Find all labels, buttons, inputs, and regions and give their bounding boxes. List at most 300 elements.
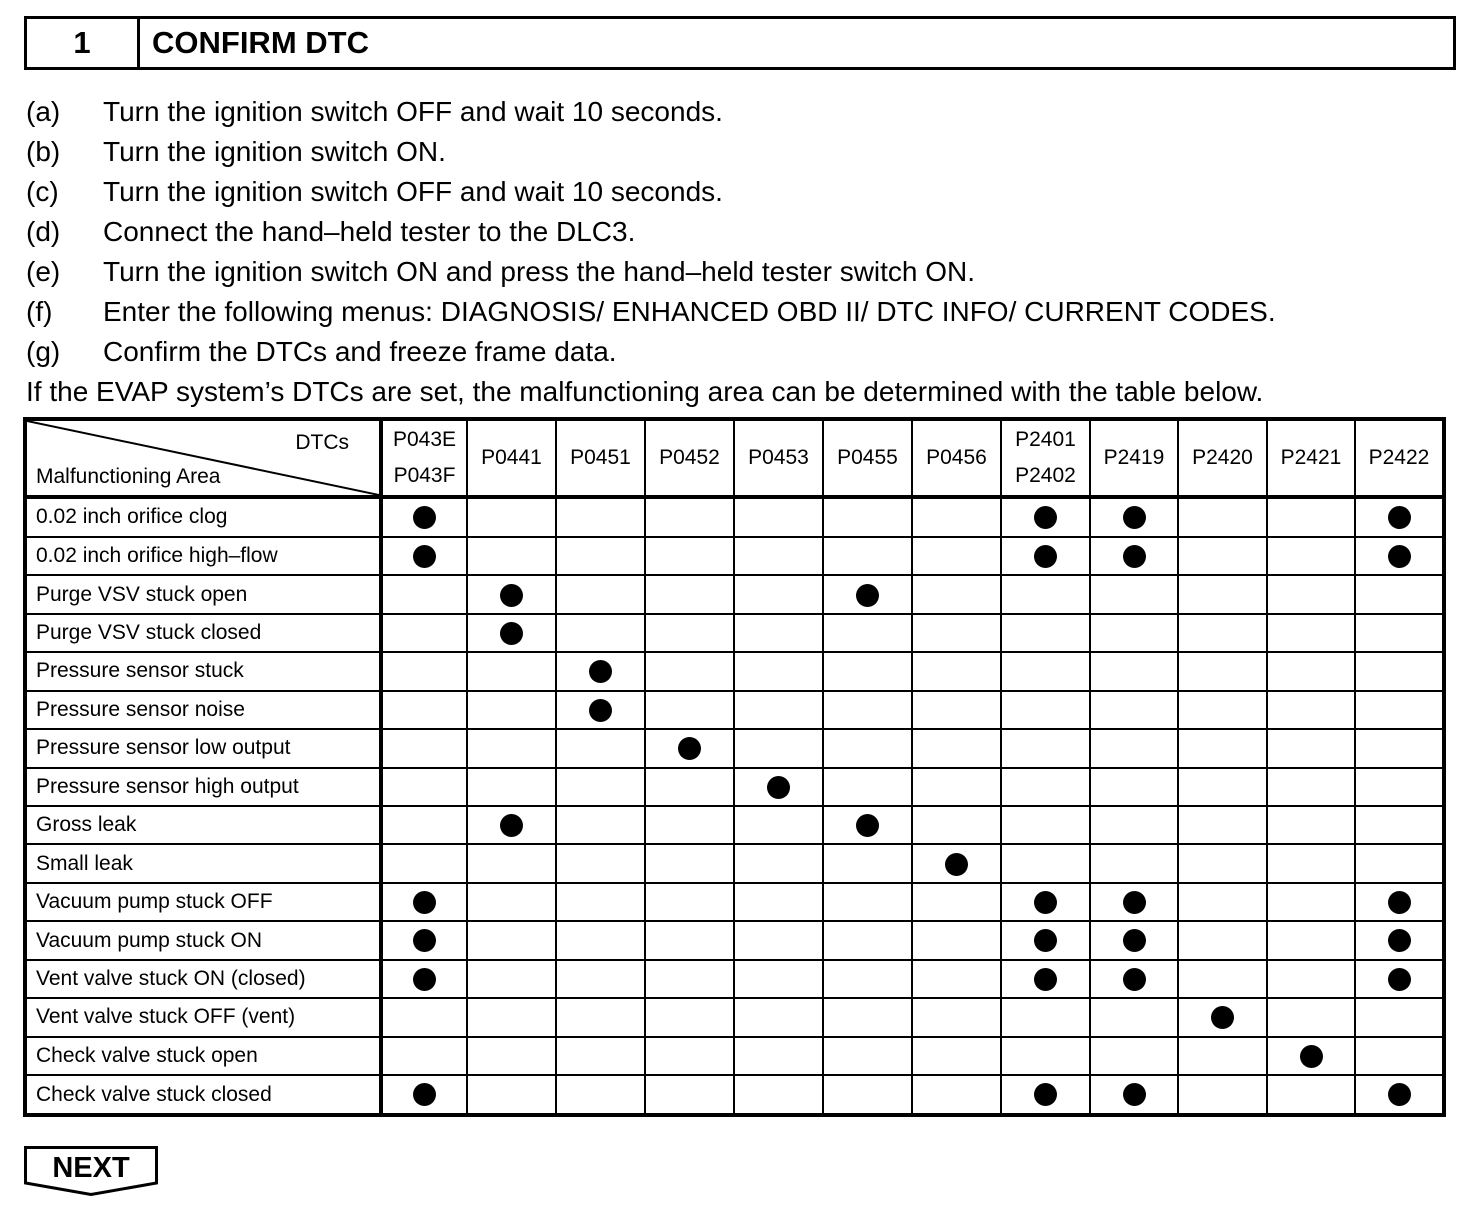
applicable-dot-icon [1034, 506, 1057, 529]
table-row [25, 960, 1444, 998]
mark-cell [1090, 575, 1178, 613]
malfunction-area-cell: Pressure sensor low output [25, 729, 381, 767]
mark-cell [467, 883, 556, 921]
applicable-dot-icon [413, 506, 436, 529]
mark-cell [1267, 614, 1355, 652]
mark-cell [912, 806, 1001, 844]
mark-cell [381, 883, 467, 921]
mark-cell [1267, 883, 1355, 921]
instruction-letter: (d) [26, 216, 61, 247]
mark-cell [1178, 652, 1267, 690]
mark-cell [912, 844, 1001, 882]
mark-cell [1355, 960, 1444, 998]
malfunctioning-area-axis-label: Malfunctioning Area [36, 465, 221, 488]
dtc-code: P2420 [1192, 446, 1253, 469]
instruction-item [26, 92, 1446, 132]
instruction-list [26, 92, 1446, 372]
dtc-code-stack [1002, 428, 1089, 488]
mark-cell [1090, 614, 1178, 652]
mark-cell [912, 921, 1001, 959]
dtc-code: P0456 [926, 446, 987, 469]
mark-cell [823, 768, 912, 806]
malfunction-area-cell: Pressure sensor noise [25, 691, 381, 729]
mark-cell [823, 883, 912, 921]
mark-cell [734, 883, 823, 921]
mark-cell [912, 960, 1001, 998]
dtc-code-stack [557, 446, 644, 470]
mark-cell [381, 575, 467, 613]
mark-cell [1001, 614, 1090, 652]
mark-cell [1267, 497, 1355, 537]
mark-cell [1178, 729, 1267, 767]
mark-cell [645, 806, 734, 844]
mark-cell [1267, 575, 1355, 613]
mark-cell [1267, 537, 1355, 575]
mark-cell [467, 1075, 556, 1115]
step-number: 1 [27, 19, 140, 67]
mark-cell [1001, 537, 1090, 575]
mark-cell [734, 960, 823, 998]
mark-cell [912, 575, 1001, 613]
mark-cell [467, 729, 556, 767]
table-row [25, 691, 1444, 729]
mark-cell [1090, 537, 1178, 575]
applicable-dot-icon [413, 1083, 436, 1106]
mark-cell [1355, 729, 1444, 767]
instruction-text: Enter the following menus: DIAGNOSIS/ ENHANCED OBD II/ DTC INFO/ CURRENT CODES. [103, 296, 1276, 327]
mark-cell [381, 806, 467, 844]
instruction-text: Turn the ignition switch ON and press the hand–held tester switch ON. [103, 256, 976, 287]
table-row [25, 998, 1444, 1036]
table-header-row [25, 419, 1444, 497]
mark-cell [823, 921, 912, 959]
instruction-text: Connect the hand–held tester to the DLC3. [103, 216, 636, 247]
dtc-column-header [556, 419, 645, 497]
mark-cell [912, 729, 1001, 767]
mark-cell [734, 844, 823, 882]
mark-cell [1267, 998, 1355, 1036]
mark-cell [912, 537, 1001, 575]
mark-cell [1355, 652, 1444, 690]
mark-cell [381, 960, 467, 998]
applicable-dot-icon [1388, 545, 1411, 568]
mark-cell [912, 768, 1001, 806]
mark-cell [1178, 844, 1267, 882]
mark-cell [1355, 1075, 1444, 1115]
mark-cell [1355, 575, 1444, 613]
dtc-column-header [645, 419, 734, 497]
applicable-dot-icon [413, 891, 436, 914]
table-row [25, 537, 1444, 575]
mark-cell [467, 806, 556, 844]
mark-cell [645, 844, 734, 882]
mark-cell [823, 806, 912, 844]
mark-cell [1267, 768, 1355, 806]
mark-cell [912, 998, 1001, 1036]
applicable-dot-icon [589, 699, 612, 722]
instruction-letter: (f) [26, 296, 53, 327]
mark-cell [556, 537, 645, 575]
mark-cell [1090, 844, 1178, 882]
malfunction-area-cell: Pressure sensor high output [25, 768, 381, 806]
mark-cell [912, 883, 1001, 921]
table-row [25, 575, 1444, 613]
dtc-column-header [823, 419, 912, 497]
instruction-item [26, 172, 1446, 212]
mark-cell [1178, 921, 1267, 959]
mark-cell [556, 844, 645, 882]
dtc-code: P0453 [748, 446, 809, 469]
mark-cell [645, 614, 734, 652]
table-row [25, 729, 1444, 767]
instruction-item [26, 212, 1446, 252]
dtc-column-header [467, 419, 556, 497]
dtc-code: P2422 [1368, 446, 1430, 469]
mark-cell [1267, 844, 1355, 882]
instruction-letter: (c) [26, 176, 59, 207]
mark-cell [467, 921, 556, 959]
mark-cell [645, 768, 734, 806]
mark-cell [734, 998, 823, 1036]
instruction-text: Turn the ignition switch ON. [103, 136, 446, 167]
mark-cell [1355, 768, 1444, 806]
mark-cell [467, 998, 556, 1036]
table-row [25, 1075, 1444, 1115]
applicable-dot-icon [1034, 968, 1057, 991]
mark-cell [734, 1037, 823, 1075]
malfunction-area-cell: Small leak [25, 844, 381, 882]
mark-cell [1355, 1037, 1444, 1075]
instruction-text: Turn the ignition switch OFF and wait 10 seconds. [103, 96, 723, 127]
mark-cell [734, 921, 823, 959]
mark-cell [556, 998, 645, 1036]
mark-cell [645, 537, 734, 575]
dtc-column-header [1001, 419, 1090, 497]
dtc-code-stack [824, 446, 911, 470]
mark-cell [381, 921, 467, 959]
applicable-dot-icon [856, 814, 879, 837]
applicable-dot-icon [1388, 506, 1411, 529]
mark-cell [1001, 575, 1090, 613]
mark-cell [823, 844, 912, 882]
mark-cell [734, 768, 823, 806]
malfunction-area-cell: 0.02 inch orifice clog [25, 497, 381, 537]
mark-cell [556, 883, 645, 921]
mark-cell [912, 691, 1001, 729]
mark-cell [1001, 921, 1090, 959]
mark-cell [381, 691, 467, 729]
mark-cell [734, 537, 823, 575]
applicable-dot-icon [589, 660, 612, 683]
mark-cell [556, 614, 645, 652]
dtc-code: P2419 [1103, 446, 1165, 469]
dtc-code-stack [913, 446, 1000, 470]
malfunction-area-cell: Vent valve stuck ON (closed) [25, 960, 381, 998]
mark-cell [1178, 691, 1267, 729]
mark-cell [1090, 691, 1178, 729]
mark-cell [1178, 497, 1267, 537]
mark-cell [381, 844, 467, 882]
mark-cell [467, 575, 556, 613]
mark-cell [556, 575, 645, 613]
applicable-dot-icon [413, 545, 436, 568]
dtc-column-header [734, 419, 823, 497]
mark-cell [823, 537, 912, 575]
mark-cell [1001, 691, 1090, 729]
applicable-dot-icon [1034, 929, 1057, 952]
mark-cell [381, 768, 467, 806]
mark-cell [1178, 806, 1267, 844]
mark-cell [1090, 806, 1178, 844]
applicable-dot-icon [500, 622, 523, 645]
applicable-dot-icon [1123, 506, 1146, 529]
mark-cell [823, 652, 912, 690]
mark-cell [381, 497, 467, 537]
dtc-code: P2401 [1015, 428, 1076, 451]
mark-cell [645, 921, 734, 959]
next-button[interactable] [24, 1146, 158, 1196]
instruction-text: Confirm the DTCs and freeze frame data. [103, 336, 617, 367]
dtc-code-stack [1179, 446, 1266, 470]
mark-cell [1355, 537, 1444, 575]
applicable-dot-icon [1388, 1083, 1411, 1106]
mark-cell [1355, 691, 1444, 729]
mark-cell [1355, 844, 1444, 882]
mark-cell [556, 768, 645, 806]
mark-cell [823, 1075, 912, 1115]
mark-cell [912, 1037, 1001, 1075]
mark-cell [1090, 768, 1178, 806]
mark-cell [1178, 960, 1267, 998]
mark-cell [1001, 497, 1090, 537]
malfunction-area-cell: 0.02 inch orifice high–flow [25, 537, 381, 575]
applicable-dot-icon [856, 584, 879, 607]
dtc-code: P0451 [570, 446, 631, 469]
dtcs-axis-label: DTCs [295, 431, 349, 454]
mark-cell [381, 1075, 467, 1115]
malfunction-area-cell: Gross leak [25, 806, 381, 844]
mark-cell [1267, 960, 1355, 998]
next-button-label: NEXT [52, 1152, 130, 1184]
table-body [25, 497, 1444, 1115]
mark-cell [1178, 1075, 1267, 1115]
mark-cell [381, 652, 467, 690]
mark-cell [1001, 806, 1090, 844]
dtc-column-header [1178, 419, 1267, 497]
applicable-dot-icon [1034, 891, 1057, 914]
applicable-dot-icon [1211, 1006, 1234, 1029]
mark-cell [1178, 1037, 1267, 1075]
malfunction-area-cell: Vent valve stuck OFF (vent) [25, 998, 381, 1036]
mark-cell [823, 729, 912, 767]
mark-cell [381, 729, 467, 767]
dtc-column-header [912, 419, 1001, 497]
applicable-dot-icon [767, 776, 790, 799]
mark-cell [1001, 998, 1090, 1036]
mark-cell [645, 729, 734, 767]
mark-cell [1178, 998, 1267, 1036]
mark-cell [734, 729, 823, 767]
instruction-letter: (b) [26, 136, 61, 167]
dtc-column-header [1355, 419, 1444, 497]
mark-cell [1267, 652, 1355, 690]
instruction-item [26, 132, 1446, 172]
mark-cell [1178, 537, 1267, 575]
dtc-code-stack [1268, 446, 1354, 470]
dtc-column-header [1090, 419, 1178, 497]
mark-cell [645, 691, 734, 729]
dtc-code-stack [735, 446, 822, 470]
mark-cell [467, 844, 556, 882]
mark-cell [734, 652, 823, 690]
mark-cell [1001, 1037, 1090, 1075]
mark-cell [381, 537, 467, 575]
mark-cell [1090, 1075, 1178, 1115]
mark-cell [381, 1037, 467, 1075]
applicable-dot-icon [1300, 1045, 1323, 1068]
mark-cell [823, 1037, 912, 1075]
mark-cell [1178, 575, 1267, 613]
mark-cell [1001, 883, 1090, 921]
mark-cell [912, 652, 1001, 690]
mark-cell [556, 960, 645, 998]
mark-cell [1267, 921, 1355, 959]
mark-cell [1267, 1037, 1355, 1075]
dtc-column-header [381, 419, 467, 497]
dtc-code: P0455 [837, 446, 898, 469]
mark-cell [556, 691, 645, 729]
dtc-code: P043E [392, 428, 457, 451]
mark-cell [1001, 768, 1090, 806]
mark-cell [1090, 1037, 1178, 1075]
mark-cell [381, 614, 467, 652]
malfunction-area-cell: Purge VSV stuck open [25, 575, 381, 613]
table-row [25, 614, 1444, 652]
mark-cell [381, 998, 467, 1036]
applicable-dot-icon [1034, 1083, 1057, 1106]
mark-cell [1001, 844, 1090, 882]
mark-cell [823, 614, 912, 652]
dtc-code-stack [383, 428, 466, 488]
applicable-dot-icon [413, 929, 436, 952]
mark-cell [1001, 1075, 1090, 1115]
mark-cell [556, 921, 645, 959]
instruction-item [26, 292, 1446, 332]
dtc-code: P0452 [659, 446, 720, 469]
table-row [25, 921, 1444, 959]
mark-cell [1178, 614, 1267, 652]
mark-cell [1001, 960, 1090, 998]
mark-cell [734, 497, 823, 537]
mark-cell [734, 691, 823, 729]
applicable-dot-icon [1388, 891, 1411, 914]
mark-cell [467, 652, 556, 690]
dtc-code-stack [646, 446, 733, 470]
table-row [25, 497, 1444, 537]
mark-cell [823, 960, 912, 998]
table-row [25, 806, 1444, 844]
instruction-item [26, 332, 1446, 372]
mark-cell [912, 1075, 1001, 1115]
dtc-code: P2421 [1280, 446, 1342, 469]
mark-cell [1090, 652, 1178, 690]
mark-cell [912, 614, 1001, 652]
mark-cell [645, 652, 734, 690]
mark-cell [556, 497, 645, 537]
mark-cell [1090, 998, 1178, 1036]
instruction-letter: (e) [26, 256, 61, 287]
step-title: CONFIRM DTC [152, 25, 369, 60]
dtc-code: P2402 [1015, 464, 1076, 487]
mark-cell [1355, 497, 1444, 537]
applicable-dot-icon [500, 814, 523, 837]
mark-cell [1090, 497, 1178, 537]
applicable-dot-icon [1123, 968, 1146, 991]
mark-cell [734, 1075, 823, 1115]
mark-cell [1267, 806, 1355, 844]
mark-cell [467, 960, 556, 998]
mark-cell [1001, 729, 1090, 767]
applicable-dot-icon [1034, 545, 1057, 568]
malfunction-area-cell: Vacuum pump stuck OFF [25, 883, 381, 921]
mark-cell [1001, 652, 1090, 690]
mark-cell [467, 537, 556, 575]
dtc-code-stack [1356, 446, 1442, 470]
mark-cell [734, 806, 823, 844]
instruction-text: Turn the ignition switch OFF and wait 10 seconds. [103, 176, 723, 207]
applicable-dot-icon [413, 968, 436, 991]
mark-cell [645, 497, 734, 537]
table-row [25, 883, 1444, 921]
mark-cell [1178, 883, 1267, 921]
mark-cell [734, 575, 823, 613]
dtc-code: P043F [393, 464, 456, 487]
mark-cell [645, 575, 734, 613]
mark-cell [645, 1075, 734, 1115]
table-row [25, 652, 1444, 690]
applicable-dot-icon [1123, 545, 1146, 568]
mark-cell [556, 1037, 645, 1075]
applicable-dot-icon [945, 853, 968, 876]
mark-cell [1355, 921, 1444, 959]
mark-cell [556, 652, 645, 690]
mark-cell [1090, 883, 1178, 921]
malfunction-area-cell: Check valve stuck closed [25, 1075, 381, 1115]
dtc-column-header [1267, 419, 1355, 497]
dtc-code-stack [1091, 446, 1177, 470]
applicable-dot-icon [1123, 891, 1146, 914]
mark-cell [912, 497, 1001, 537]
mark-cell [1090, 729, 1178, 767]
mark-cell [1267, 691, 1355, 729]
mark-cell [1090, 960, 1178, 998]
mark-cell [823, 575, 912, 613]
table-row [25, 768, 1444, 806]
step-header [24, 16, 1456, 70]
malfunction-area-cell: Check valve stuck open [25, 1037, 381, 1075]
mark-cell [467, 768, 556, 806]
mark-cell [645, 883, 734, 921]
mark-cell [1355, 998, 1444, 1036]
mark-cell [1090, 921, 1178, 959]
mark-cell [556, 806, 645, 844]
malfunction-area-cell: Purge VSV stuck closed [25, 614, 381, 652]
dtc-code: P0441 [481, 446, 542, 469]
mark-cell [1355, 614, 1444, 652]
table-intro-note: If the EVAP system’s DTCs are set, the malfunctioning area can be determined with the table below. [26, 376, 1264, 407]
applicable-dot-icon [1388, 968, 1411, 991]
instruction-letter: (a) [26, 96, 61, 127]
